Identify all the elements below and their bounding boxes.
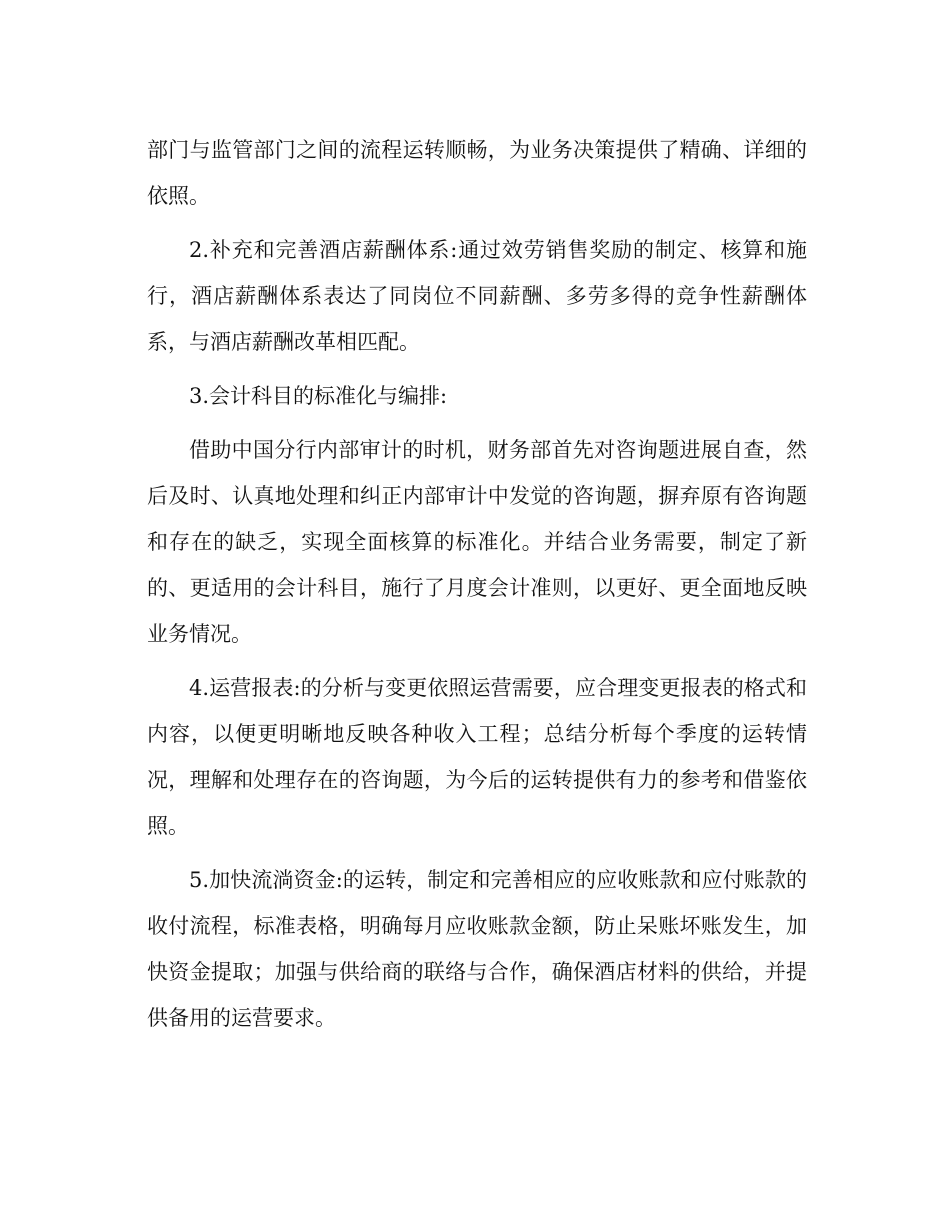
document-body bbox=[147, 127, 807, 1049]
paragraph-item-5: 5.加快流淌资金:的运转，制定和完善相应的应收账款和应付账款的收付流程，标准表格，明确每月应收账款金额，防止呆账坏账发生，加快资金提取；加强与供给商的联络与合作，确保酒店材料的供给，并提供备用的运营要求。 bbox=[147, 868, 807, 1030]
paragraph-item-4: 4.运营报表:的分析与变更依照运营需要，应合理变更报表的格式和内容，以便更明晰地反映各种收入工程；总结分析每个季度的运转情况，理解和处理存在的咨询题，为今后的运转提供有力的参考和借鉴依照。 bbox=[147, 676, 807, 838]
paragraph-item-2: 2.补充和完善酒店薪酬体系:通过效劳销售奖励的制定、核算和施行，酒店薪酬体系表达了同岗位不同薪酬、多劳多得的竞争性薪酬体系，与酒店薪酬改革相匹配。 bbox=[147, 238, 807, 354]
paragraph-continuation: 部门与监管部门之间的流程运转顺畅，为业务决策提供了精确、详细的依照。 bbox=[147, 138, 807, 208]
paragraph-item-3-heading: 3.会计科目的标准化与编排: bbox=[189, 384, 448, 408]
paragraph-item-3-body: 借助中国分行内部审计的时机，财务部首先对咨询题进展自查，然后及时、认真地处理和纠正内部审计中发觉的咨询题，摒弃原有咨询题和存在的缺乏，实现全面核算的标准化。并结合业务需要，制定了新的、更适用的会计科目，施行了月度会计准则，以更好、更全面地反映业务情况。 bbox=[147, 438, 807, 646]
